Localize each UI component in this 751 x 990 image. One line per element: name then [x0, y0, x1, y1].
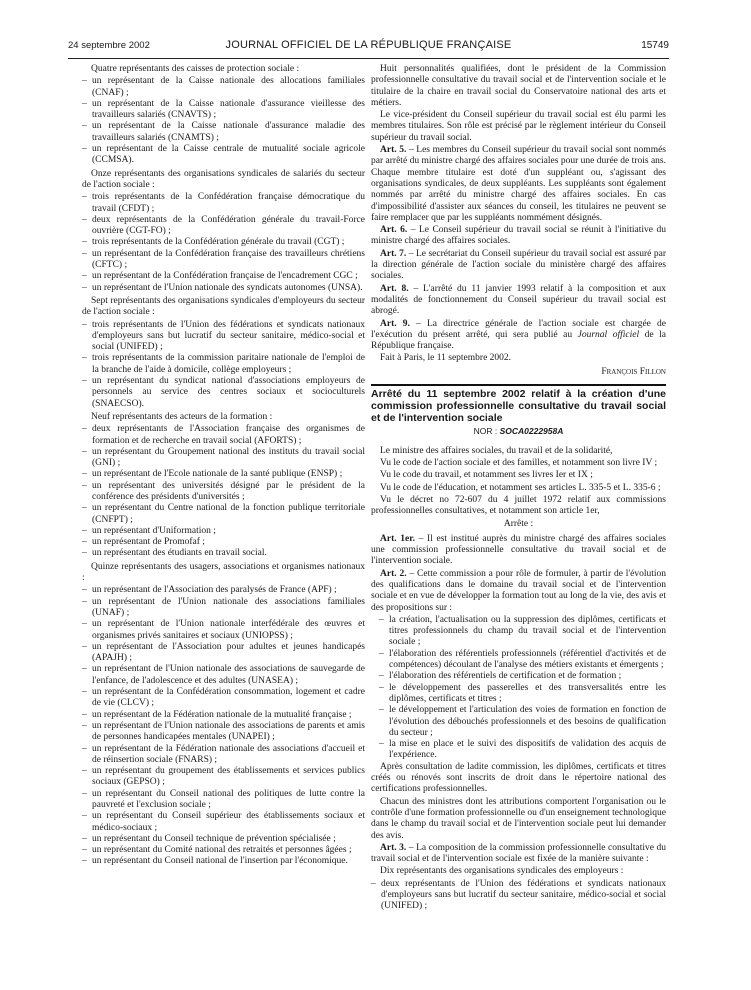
dash-bullet: – [82, 687, 87, 698]
list-item [82, 526, 365, 537]
list-item [82, 469, 365, 480]
list-item [82, 271, 365, 282]
dash-bullet: – [379, 739, 384, 750]
list-item [82, 353, 365, 376]
list-item-text: un représentant du Groupement national des instituts du travail social (GNI) ; [92, 446, 365, 469]
list-item [371, 649, 666, 672]
arrete-title: Arrêté du 11 septembre 2002 relatif à la création d'une commission professionnelle consultative du travail social et de l'intervention sociale [371, 388, 666, 424]
article-8-text: – L'arrêté du 11 janvier 1993 relatif à la composition et aux modalités de fonctionnement du Conseil supérieur du travail social est abrogé. [371, 283, 666, 317]
nor-label: NOR : [473, 426, 500, 437]
dash-bullet: – [379, 648, 384, 659]
list-item [82, 845, 365, 856]
list-item [82, 283, 365, 294]
article-7 [371, 249, 666, 283]
dash-bullet: – [82, 596, 87, 607]
article-5-number: Art. 5. [380, 145, 407, 156]
usagers-intro: Quinze représentants des usagers, associations et organismes nationaux : [82, 561, 365, 584]
dash-bullet: – [82, 319, 87, 330]
list-item [82, 121, 365, 144]
list-item-text: un représentant de la Fédération nationale de la mutualité française ; [92, 709, 352, 720]
dix-representants-list [371, 879, 666, 913]
list-item [82, 447, 365, 470]
list-item [82, 687, 365, 710]
list-item-text: un représentant de l'Union nationale des syndicats autonomes (UNSA). [92, 282, 363, 293]
list-item [82, 766, 365, 789]
list-item-text: deux représentants de l'Association française des organismes de formation et de recherche en travail social (AFORTS) ; [92, 424, 365, 446]
dash-bullet: – [82, 641, 87, 652]
visa-paragraph: Vu le code du travail, et notamment ses livres Ier et IX ; [380, 470, 593, 481]
caisses-list [82, 76, 365, 166]
dash-bullet: – [82, 121, 87, 132]
list-item [82, 424, 365, 447]
list-item [82, 481, 365, 504]
article-6 [371, 225, 666, 248]
nor-reference [371, 426, 666, 437]
dash-bullet: – [82, 664, 87, 675]
list-item [371, 671, 666, 682]
vice-president-paragraph: Le vice-président du Conseil supérieur du travail social est élu parmi les membres titulaires. Son rôle est précisé par le règlement intérieur du Conseil supérieur du travail social. [371, 110, 666, 143]
list-item-text: un représentant du Conseil national des politiques de lutte contre la pauvreté et l'exclusion sociale ; [92, 788, 365, 810]
dash-bullet: – [82, 214, 87, 225]
page-header [68, 40, 669, 56]
list-item [82, 664, 365, 687]
list-item-text: un représentant de Promofaf ; [92, 537, 205, 548]
list-item-text: un représentant de l'Association des paralysés de France (APF) ; [92, 585, 337, 596]
article-2 [371, 569, 666, 614]
article-5-text: – Les membres du Conseil supérieur du travail social sont nommés par arrêté du ministre chargé des affaires sociales pour une durée de trois ans. Chaque membre titulaire est doté d'un suppléant ou, s'agissant des organisations syndicales, de deux suppléants. Les suppléants sont également nommés par arrêté du ministre chargé des affaires sociales. En cas d'impossibilité d'assister aux séances du conseil, les titulaires ne peuvent se faire remplacer que par les suppléants nommément désignés. [371, 145, 666, 223]
list-item-text: un représentant du Conseil supérieur des établissements sociaux et médico-sociaux ; [92, 811, 365, 833]
list-item [82, 76, 365, 99]
list-item-text: un représentant de l'Union nationale des associations de parents et amis de personnes handicapées mentales (UNAPEI) ; [92, 720, 365, 743]
list-item-text: un représentant du Conseil national de l'insertion par l'économique. [92, 856, 348, 867]
list-item [82, 744, 365, 767]
list-item [82, 811, 365, 834]
dash-bullet: – [82, 376, 87, 387]
dash-bullet: – [82, 709, 87, 720]
list-item [82, 144, 365, 167]
list-item-text: un représentant de la Confédération française de l'encadrement CGC ; [92, 271, 358, 282]
list-item-text: trois représentants de la Confédération française démocratique du travail (CFDT) ; [92, 192, 365, 214]
article-1-number: Art. 1er. [380, 533, 415, 544]
list-item-text: la mise en place et le suivi des dispositifs de validation des acquis de l'expérience. [389, 739, 666, 761]
header-title: JOURNAL OFFICIEL DE LA RÉPUBLIQUE FRANÇAISE [225, 39, 512, 51]
article-9-text-a: – La directrice générale de l'action sociale est chargée de l'exécution du présent arrêté, qui sera publié au [371, 318, 666, 340]
list-item-text: un représentant de l'Union nationale des associations de sauvegarde de l'enfance, de l'adolescence et des adultes (UNASEA) ; [92, 664, 365, 686]
dash-bullet: – [82, 525, 87, 536]
article-9-text-b: de la République française. [371, 329, 666, 352]
list-item [82, 597, 365, 620]
chacun-paragraph: Chacun des ministres dont les attributions comportent l'organisation ou le contrôle d'une formation professionnelle ou d'un enseignement technologique dans le champ du travail social et de l'intervention sociale peut lui demander des avis. [371, 796, 666, 841]
dash-bullet: – [82, 192, 87, 203]
list-item [82, 642, 365, 665]
dash-bullet: – [82, 424, 87, 435]
list-item-text: l'élaboration des référentiels de certification et de formation ; [389, 671, 622, 682]
list-item-text: la création, l'actualisation ou la suppression des diplômes, certificats et titres professionnels du champ du travail social et de l'intervention sociale ; [389, 614, 666, 648]
salaries-list [82, 192, 365, 294]
list-item-text: un représentant du Conseil technique de prévention spécialisée ; [92, 833, 336, 844]
list-item-text: un représentant du Comité national des retraités et personnes âgées ; [92, 845, 352, 856]
list-item-text: deux représentants de la Confédération générale du travail-Force ouvrière (CGT-FO) ; [92, 214, 365, 237]
dash-bullet: – [82, 788, 87, 799]
dash-bullet: – [371, 878, 376, 889]
formation-list [82, 424, 365, 560]
article-9-number: Art. 9. [380, 318, 410, 329]
dash-bullet: – [82, 237, 87, 248]
list-item-text: un représentant de l'Ecole nationale de la santé publique (ENSP) ; [92, 469, 343, 480]
apres-consultation-paragraph: Après consultation de ladite commission, les diplômes, certificats et titres créés ou rénovés sont inscrits de droit dans le répertoire national des certifications professionnelles. [371, 761, 666, 795]
list-item-text: un représentant de la Confédération française des travailleurs chrétiens (CFTC) ; [92, 248, 365, 271]
dash-bullet: – [82, 548, 87, 559]
dash-bullet: – [379, 682, 384, 693]
dash-bullet: – [82, 743, 87, 754]
article-5 [371, 145, 666, 224]
formation-intro: Neuf représentants des acteurs de la formation : [91, 411, 273, 422]
dash-bullet: – [379, 671, 384, 682]
section-separator [371, 384, 666, 386]
dash-bullet: – [82, 537, 87, 548]
list-item-text: un représentant de la Fédération nationale des associations d'accueil et de réinsertion sociale (FNARS) ; [92, 743, 365, 765]
list-item [82, 619, 365, 642]
list-item-text: un représentant du syndicat national d'associations employeurs de personnels au service des centres sociaux et socioculturels (SNAECSO). [92, 376, 365, 409]
article-3 [371, 843, 666, 866]
dash-bullet: – [82, 766, 87, 777]
list-item [371, 739, 666, 762]
list-item-text: un représentant d'Uniformation ; [92, 525, 216, 536]
dash-bullet: – [82, 282, 87, 293]
list-item-text: un représentant des universités désigné par le président de la conférence des présidents d'universités ; [92, 480, 365, 502]
list-item [371, 705, 666, 739]
dash-bullet: – [82, 469, 87, 480]
article-3-number: Art. 3. [380, 842, 407, 853]
dash-bullet: – [82, 446, 87, 457]
list-item-text: trois représentants de la commission paritaire nationale de l'emploi de la branche de l'aide à domicile, collège employeurs ; [92, 353, 365, 375]
article-2-text: – Cette commission a pour rôle de formuler, à partir de l'évolution des qualifications dans le domaine du travail social et de l'intervention sociale et en vue de développer la formation tout au long de la vie, des avis et des propositions sur : [371, 568, 666, 613]
list-item [82, 215, 365, 238]
list-item-text: un représentant de l'Union nationale des associations familiales (UNAF) ; [92, 596, 365, 618]
dash-bullet: – [379, 705, 384, 716]
article-2-number: Art. 2. [380, 568, 407, 579]
list-item-text: l'élaboration des référentiels professionnels (référentiel d'activités et de compétences) découlant de l'analyse des métiers existants et émergents ; [389, 648, 666, 671]
dash-bullet: – [82, 353, 87, 364]
article-3-text: – La composition de la commission professionnelle consultative du travail social et de l'intervention sociale est fixée de la manière suivante : [371, 842, 666, 865]
list-item [82, 249, 365, 272]
list-item [82, 99, 365, 122]
dash-bullet: – [82, 98, 87, 109]
list-item-text: un représentant de la Caisse nationale d'assurance maladie des travailleurs salariés (CNAMTS) ; [92, 121, 365, 143]
nor-code: SOCA0222958A [499, 426, 564, 437]
list-item [82, 834, 365, 845]
list-item [82, 376, 365, 410]
article-8 [371, 284, 666, 318]
salaries-intro: Onze représentants des organisations syndicales de salariés du secteur de l'action sociale : [82, 168, 365, 190]
personnalites-paragraph: Huit personnalités qualifiées, dont le président de la Commission professionnelle consultative du travail social et de l'intervention sociale et le titulaire de la chaire en travail social du Conservatoire national des arts et métiers. [371, 64, 666, 108]
list-item-text: un représentant de la Confédération consommation, logement et cadre de vie (CLCV) ; [92, 687, 365, 709]
dash-bullet: – [82, 144, 87, 155]
journal-officiel-ref: Journal officiel [577, 329, 640, 340]
dash-bullet: – [82, 480, 87, 491]
dash-bullet: – [82, 619, 87, 630]
article-1-text: – Il est institué auprès du ministre chargé des affaires sociales une commission professionnelle consultative du travail social et de l'intervention sociale. [371, 533, 666, 567]
list-item-text: deux représentants de l'Union des fédérations et syndicats nationaux d'employeurs sans but lucratif du secteur sanitaire, médico-social et social (UNIFED) ; [381, 878, 666, 912]
visa-paragraph: Vu le code de l'action sociale et des familles, et notamment son livre IV ; [380, 458, 658, 468]
article-1 [371, 534, 666, 568]
list-item [82, 710, 365, 721]
usagers-list [82, 585, 365, 867]
dash-bullet: – [82, 833, 87, 844]
list-item [82, 192, 365, 215]
list-item-text: un représentant du Centre national de la fonction publique territoriale (CNFPT) ; [92, 503, 365, 525]
list-item-text: un représentant de l'Association pour adultes et jeunes handicapés (APAJH) ; [92, 641, 365, 664]
caisses-intro: Quatre représentants des caisses de protection sociale : [91, 64, 300, 74]
visa-paragraph: Vu le code de l'éducation, et notamment ses articles L. 335-5 et L. 335-6 ; [380, 482, 661, 493]
dash-bullet: – [82, 845, 87, 856]
list-item [82, 237, 365, 248]
list-item [82, 548, 365, 559]
header-rule [68, 58, 669, 59]
dash-bullet: – [82, 811, 87, 822]
list-item-text: un représentant des étudiants en travail social. [92, 548, 267, 559]
dash-bullet: – [82, 585, 87, 596]
list-item-text: le développement et l'articulation des voies de formation en fonction de l'évolution des débouchés professionnels et des besoins de qualification du secteur ; [389, 705, 666, 738]
article-6-number: Art. 6. [380, 225, 408, 236]
fait-a-paris: Fait à Paris, le 11 septembre 2002. [380, 353, 512, 364]
list-item-text: un représentant du groupement des établissements et services publics sociaux (GEPSO) ; [92, 766, 365, 788]
signature: François Fillon [601, 366, 666, 377]
list-item-text: un représentant de la Caisse centrale de mutualité sociale agricole (CCMSA). [92, 144, 365, 166]
article-8-number: Art. 8. [380, 283, 409, 294]
left-column [82, 64, 365, 868]
visas-block [371, 446, 666, 518]
list-item [371, 879, 666, 913]
list-item-text: trois représentants de la Confédération générale du travail (CGT) ; [92, 237, 345, 248]
list-item [371, 615, 666, 649]
article-6-text: – Le Conseil supérieur du travail social se réunit à l'initiative du ministre chargé des affaires sociales. [371, 225, 666, 247]
list-item [82, 585, 365, 596]
dash-bullet: – [379, 614, 384, 625]
list-item [82, 537, 365, 548]
list-item-text: le développement des passerelles et des transversalités entre les diplômes, certificats et titres ; [389, 682, 666, 704]
visa-paragraph: Le ministre des affaires sociales, du travail et de la solidarité, [380, 445, 613, 456]
list-item [82, 503, 365, 526]
list-item [82, 856, 365, 867]
employeurs-intro: Sept représentants des organisations syndicales d'employeurs du secteur de l'action sociale : [82, 295, 365, 318]
dash-bullet: – [82, 720, 87, 731]
dash-bullet: – [82, 76, 87, 87]
list-item-text: trois représentants de l'Union des fédérations et syndicats nationaux d'employeurs sans but lucratif du secteur sanitaire, médico-social et social (UNIFED) ; [92, 319, 365, 353]
list-item [82, 320, 365, 354]
article-7-number: Art. 7. [380, 248, 407, 259]
dash-bullet: – [82, 503, 87, 514]
dash-bullet: – [82, 856, 87, 867]
list-item [82, 789, 365, 812]
article-7-text: – Le secrétariat du Conseil supérieur du travail social est assuré par la direction générale de l'action sociale du ministère chargé des affaires sociales. [371, 248, 666, 282]
list-item-text: un représentant de la Caisse nationale des allocations familiales (CNAF) ; [92, 76, 365, 98]
list-item-text: un représentant de l'Union nationale interfédérale des œuvres et organismes privés sanitaires et sociaux (UNIOPSS) ; [92, 619, 365, 641]
employeurs-list [82, 320, 365, 410]
dix-representants-intro: Dix représentants des organisations syndicales des employeurs : [380, 866, 624, 877]
header-date: 24 septembre 2002 [68, 40, 150, 51]
header-page-number: 15749 [641, 40, 669, 51]
dash-bullet: – [82, 271, 87, 282]
list-item [82, 721, 365, 744]
arrete-label: Arrête : [503, 519, 534, 530]
dash-bullet: – [82, 248, 87, 259]
right-column [371, 64, 666, 913]
list-item [371, 683, 666, 706]
article-2-list [371, 615, 666, 762]
visa-paragraph: Vu le décret no 72-607 du 4 juillet 1972 relatif aux commissions professionnelles consultatives, et notamment son article 1er, [371, 494, 666, 517]
article-9 [371, 319, 666, 353]
list-item-text: un représentant de la Caisse nationale d'assurance vieillesse des travailleurs salariés (CNAVTS) ; [92, 98, 365, 121]
